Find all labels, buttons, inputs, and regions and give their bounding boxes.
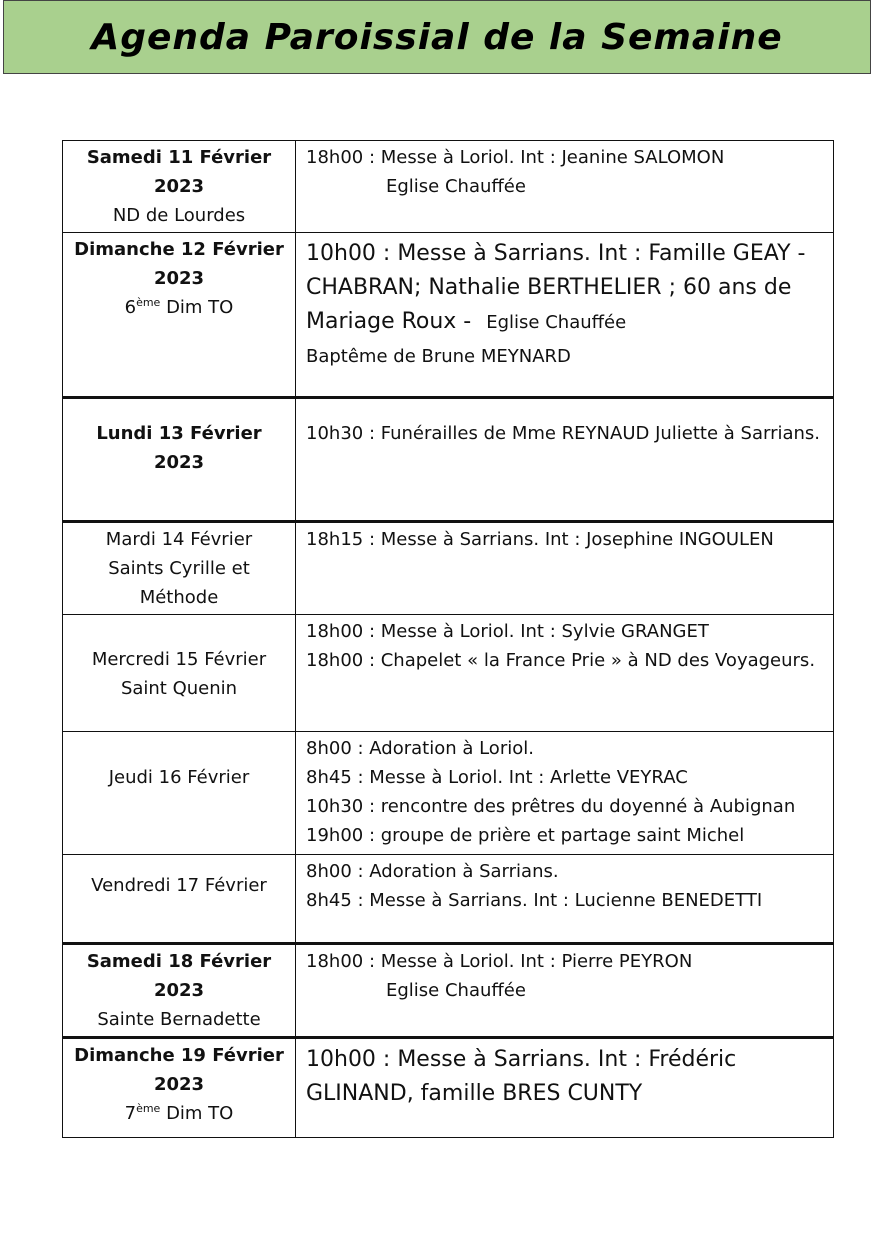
event-line: 10h30 : Funérailles de Mme REYNAUD Juliette à Sarrians.	[306, 423, 821, 444]
feast-label	[69, 1099, 289, 1128]
day-cell	[63, 522, 296, 615]
day-label: Mardi 14 Février	[105, 529, 253, 550]
feast-text: Dim TO	[160, 297, 234, 318]
feast-label: ND de Lourdes	[112, 205, 246, 226]
feast-number: 7	[124, 1103, 137, 1124]
day-cell	[63, 398, 296, 522]
day-cell	[63, 141, 296, 233]
events-cell	[296, 141, 834, 233]
event-line: 8h45 : Messe à Sarrians. Int : Lucienne BENEDETTI	[306, 890, 763, 911]
feast-label: Saints Cyrille et Méthode	[108, 558, 250, 608]
title-banner	[3, 0, 871, 74]
day-cell	[63, 615, 296, 732]
table-row	[63, 944, 834, 1038]
events-cell	[296, 855, 834, 944]
events-cell	[296, 615, 834, 732]
feast-number: 6	[124, 297, 137, 318]
feast-superscript: ème	[136, 296, 161, 309]
day-label: Samedi 11 Février 2023	[86, 147, 272, 197]
day-label: Dimanche 19 Février 2023	[74, 1045, 284, 1095]
table-row	[63, 615, 834, 732]
events-cell	[296, 522, 834, 615]
table-row	[63, 522, 834, 615]
event-line: 8h00 : Adoration à Loriol.	[306, 738, 534, 759]
event-line: 10h00 : Messe à Sarrians. Int : Frédéric GLINAND, famille BRES CUNTY	[306, 1047, 737, 1106]
day-cell	[63, 944, 296, 1038]
table-row	[63, 732, 834, 855]
feast-label: Sainte Bernadette	[97, 1009, 261, 1030]
table-row	[63, 398, 834, 522]
events-cell	[296, 398, 834, 522]
event-line: 18h00 : Chapelet « la France Prie » à ND des Voyageurs.	[306, 650, 816, 671]
page-title: Agenda Paroissial de la Semaine	[91, 16, 783, 58]
event-line: 10h30 : rencontre des prêtres du doyenné à Aubignan	[306, 796, 796, 817]
event-line: 19h00 : groupe de prière et partage saint Michel	[306, 825, 745, 846]
event-line: 18h00 : Messe à Loriol. Int : Jeanine SALOMON	[306, 147, 725, 168]
events-cell	[296, 233, 834, 398]
event-line: 8h45 : Messe à Loriol. Int : Arlette VEYRAC	[306, 767, 688, 788]
event-line: 18h00 : Messe à Loriol. Int : Sylvie GRANGET	[306, 621, 709, 642]
feast-label: Saint Quenin	[120, 678, 238, 699]
day-cell	[63, 732, 296, 855]
day-cell	[63, 1038, 296, 1138]
day-label: Samedi 18 Février 2023	[86, 951, 272, 1001]
day-cell	[63, 233, 296, 398]
day-cell	[63, 855, 296, 944]
events-cell	[296, 944, 834, 1038]
table-row	[63, 1038, 834, 1138]
day-label: Lundi 13 Février 2023	[96, 423, 262, 473]
event-note: Eglise Chauffée	[386, 176, 526, 197]
event-note: Eglise Chauffée	[486, 312, 627, 333]
event-line: Baptême de Brune MEYNARD	[306, 346, 571, 367]
day-label: Vendredi 17 Février	[91, 875, 267, 896]
events-cell	[296, 1038, 834, 1138]
event-line: 10h00 : Messe à Sarrians. Int : Famille GEAY - CHABRAN; Nathalie BERTHELIER ; 60 ans de Mariage Roux -	[306, 241, 806, 334]
event-line: 8h00 : Adoration à Sarrians.	[306, 861, 559, 882]
table-row	[63, 141, 834, 233]
table-row	[63, 855, 834, 944]
events-cell	[296, 732, 834, 855]
day-label: Mercredi 15 Février	[91, 649, 267, 670]
day-label: Dimanche 12 Février 2023	[74, 239, 284, 289]
feast-superscript: ème	[136, 1102, 161, 1115]
event-line: 18h00 : Messe à Loriol. Int : Pierre PEYRON	[306, 951, 693, 972]
table-row	[63, 233, 834, 398]
event-line: 18h15 : Messe à Sarrians. Int : Josephine INGOULEN	[306, 529, 774, 550]
event-note: Eglise Chauffée	[386, 980, 526, 1001]
feast-text: Dim TO	[160, 1103, 234, 1124]
feast-label	[69, 293, 289, 322]
day-label: Jeudi 16 Février	[108, 767, 250, 788]
agenda-table	[62, 140, 834, 1138]
